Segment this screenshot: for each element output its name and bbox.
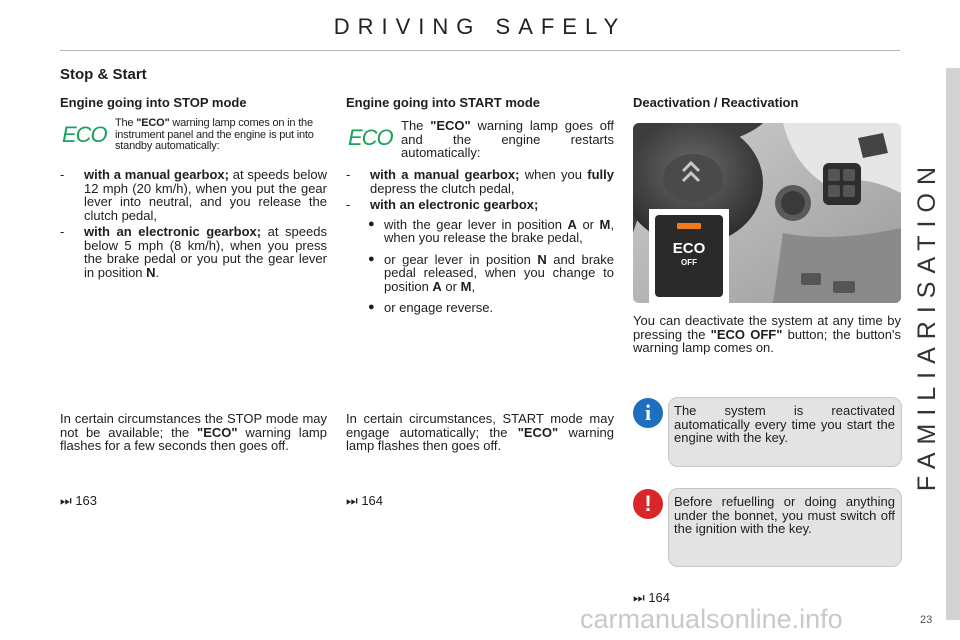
col3-page-ref[interactable]: ⏭ 164: [633, 590, 671, 605]
list-item: ● or engage reverse.: [368, 300, 494, 315]
page-number: 23: [920, 614, 933, 626]
warning-note-text: Before refuelling or doing anything under the bonnet, you must switch off the ignition with the key.: [674, 494, 895, 536]
col1-circumstances: In certain circumstances the STOP mode may not be available; the "ECO" warning lamp flashes for a few seconds then goes off.: [60, 411, 327, 453]
col1-conditions: [60, 168, 327, 282]
info-icon: i: [633, 398, 663, 428]
page-ref-icon: ⏭: [633, 590, 645, 605]
col1-eco-intro: The "ECO" warning lamp comes on in the instrument panel and the engine is put into standby automatically:: [115, 117, 314, 152]
warning-icon: !: [633, 489, 663, 519]
col3-deactivation-text: You can deactivate the system at any time by pressing the "ECO OFF" button; the button's warning lamp comes on.: [633, 313, 901, 355]
eco-off-button-bottom: OFF: [681, 258, 697, 267]
bullet-icon: ●: [368, 301, 375, 313]
page-ref-icon: ⏭: [60, 493, 72, 508]
side-tab-label: FAMILIARISATION: [912, 158, 941, 492]
col2-conditions: [346, 168, 614, 323]
bullet-icon: ●: [368, 217, 375, 230]
col2-eco-intro: The "ECO" warning lamp goes off and the engine restarts automatically:: [401, 118, 614, 160]
list-item: - with an electronic gearbox; at speeds below 5 mph (8 km/h), when you press the brake pedal or you put the gear lever in position N.: [60, 224, 327, 280]
list-item: - with a manual gearbox; at speeds below 12 mph (20 km/h), when you put the gear lever into neutral, and you release the clutch pedal,: [60, 167, 327, 223]
list-item: ● with the gear lever in position A or M, when you release the brake pedal,: [368, 216, 614, 245]
col2-circumstances: In certain circumstances, START mode may engage automatically; the "ECO" warning lamp flashes then goes off.: [346, 411, 614, 453]
list-item: - with a manual gearbox; when you fully depress the clutch pedal,: [346, 167, 614, 196]
section-title: Stop & Start: [60, 66, 147, 83]
eco-logo-icon: ECO: [62, 122, 107, 147]
side-tab: [904, 140, 950, 510]
eco-logo-icon: ECO: [348, 125, 393, 150]
dashboard-photo: [633, 123, 901, 303]
info-note-text: The system is reactivated automatically every time you start the engine with the key.: [674, 403, 895, 445]
list-item: - with an electronic gearbox;: [346, 197, 539, 212]
col3-heading: Deactivation / Reactivation: [633, 95, 799, 110]
page-ref-icon: ⏭: [346, 493, 358, 508]
watermark: carmanualsonline.info: [580, 604, 843, 634]
dashboard-illustration: [633, 123, 901, 303]
col2-page-ref[interactable]: ⏭ 164: [346, 493, 384, 508]
col2-heading: Engine going into START mode: [346, 95, 541, 110]
col1-page-ref[interactable]: ⏭ 163: [60, 493, 98, 508]
page-title: DRIVING SAFELY: [333, 14, 627, 39]
eco-off-button-top: ECO: [672, 240, 706, 257]
bullet-icon: ●: [368, 252, 375, 265]
list-item: ● or gear lever in position N and brake pedal released, when you change to position A or M,: [368, 251, 614, 294]
title-rule: [60, 50, 900, 51]
col1-heading: Engine going into STOP mode: [60, 95, 247, 110]
